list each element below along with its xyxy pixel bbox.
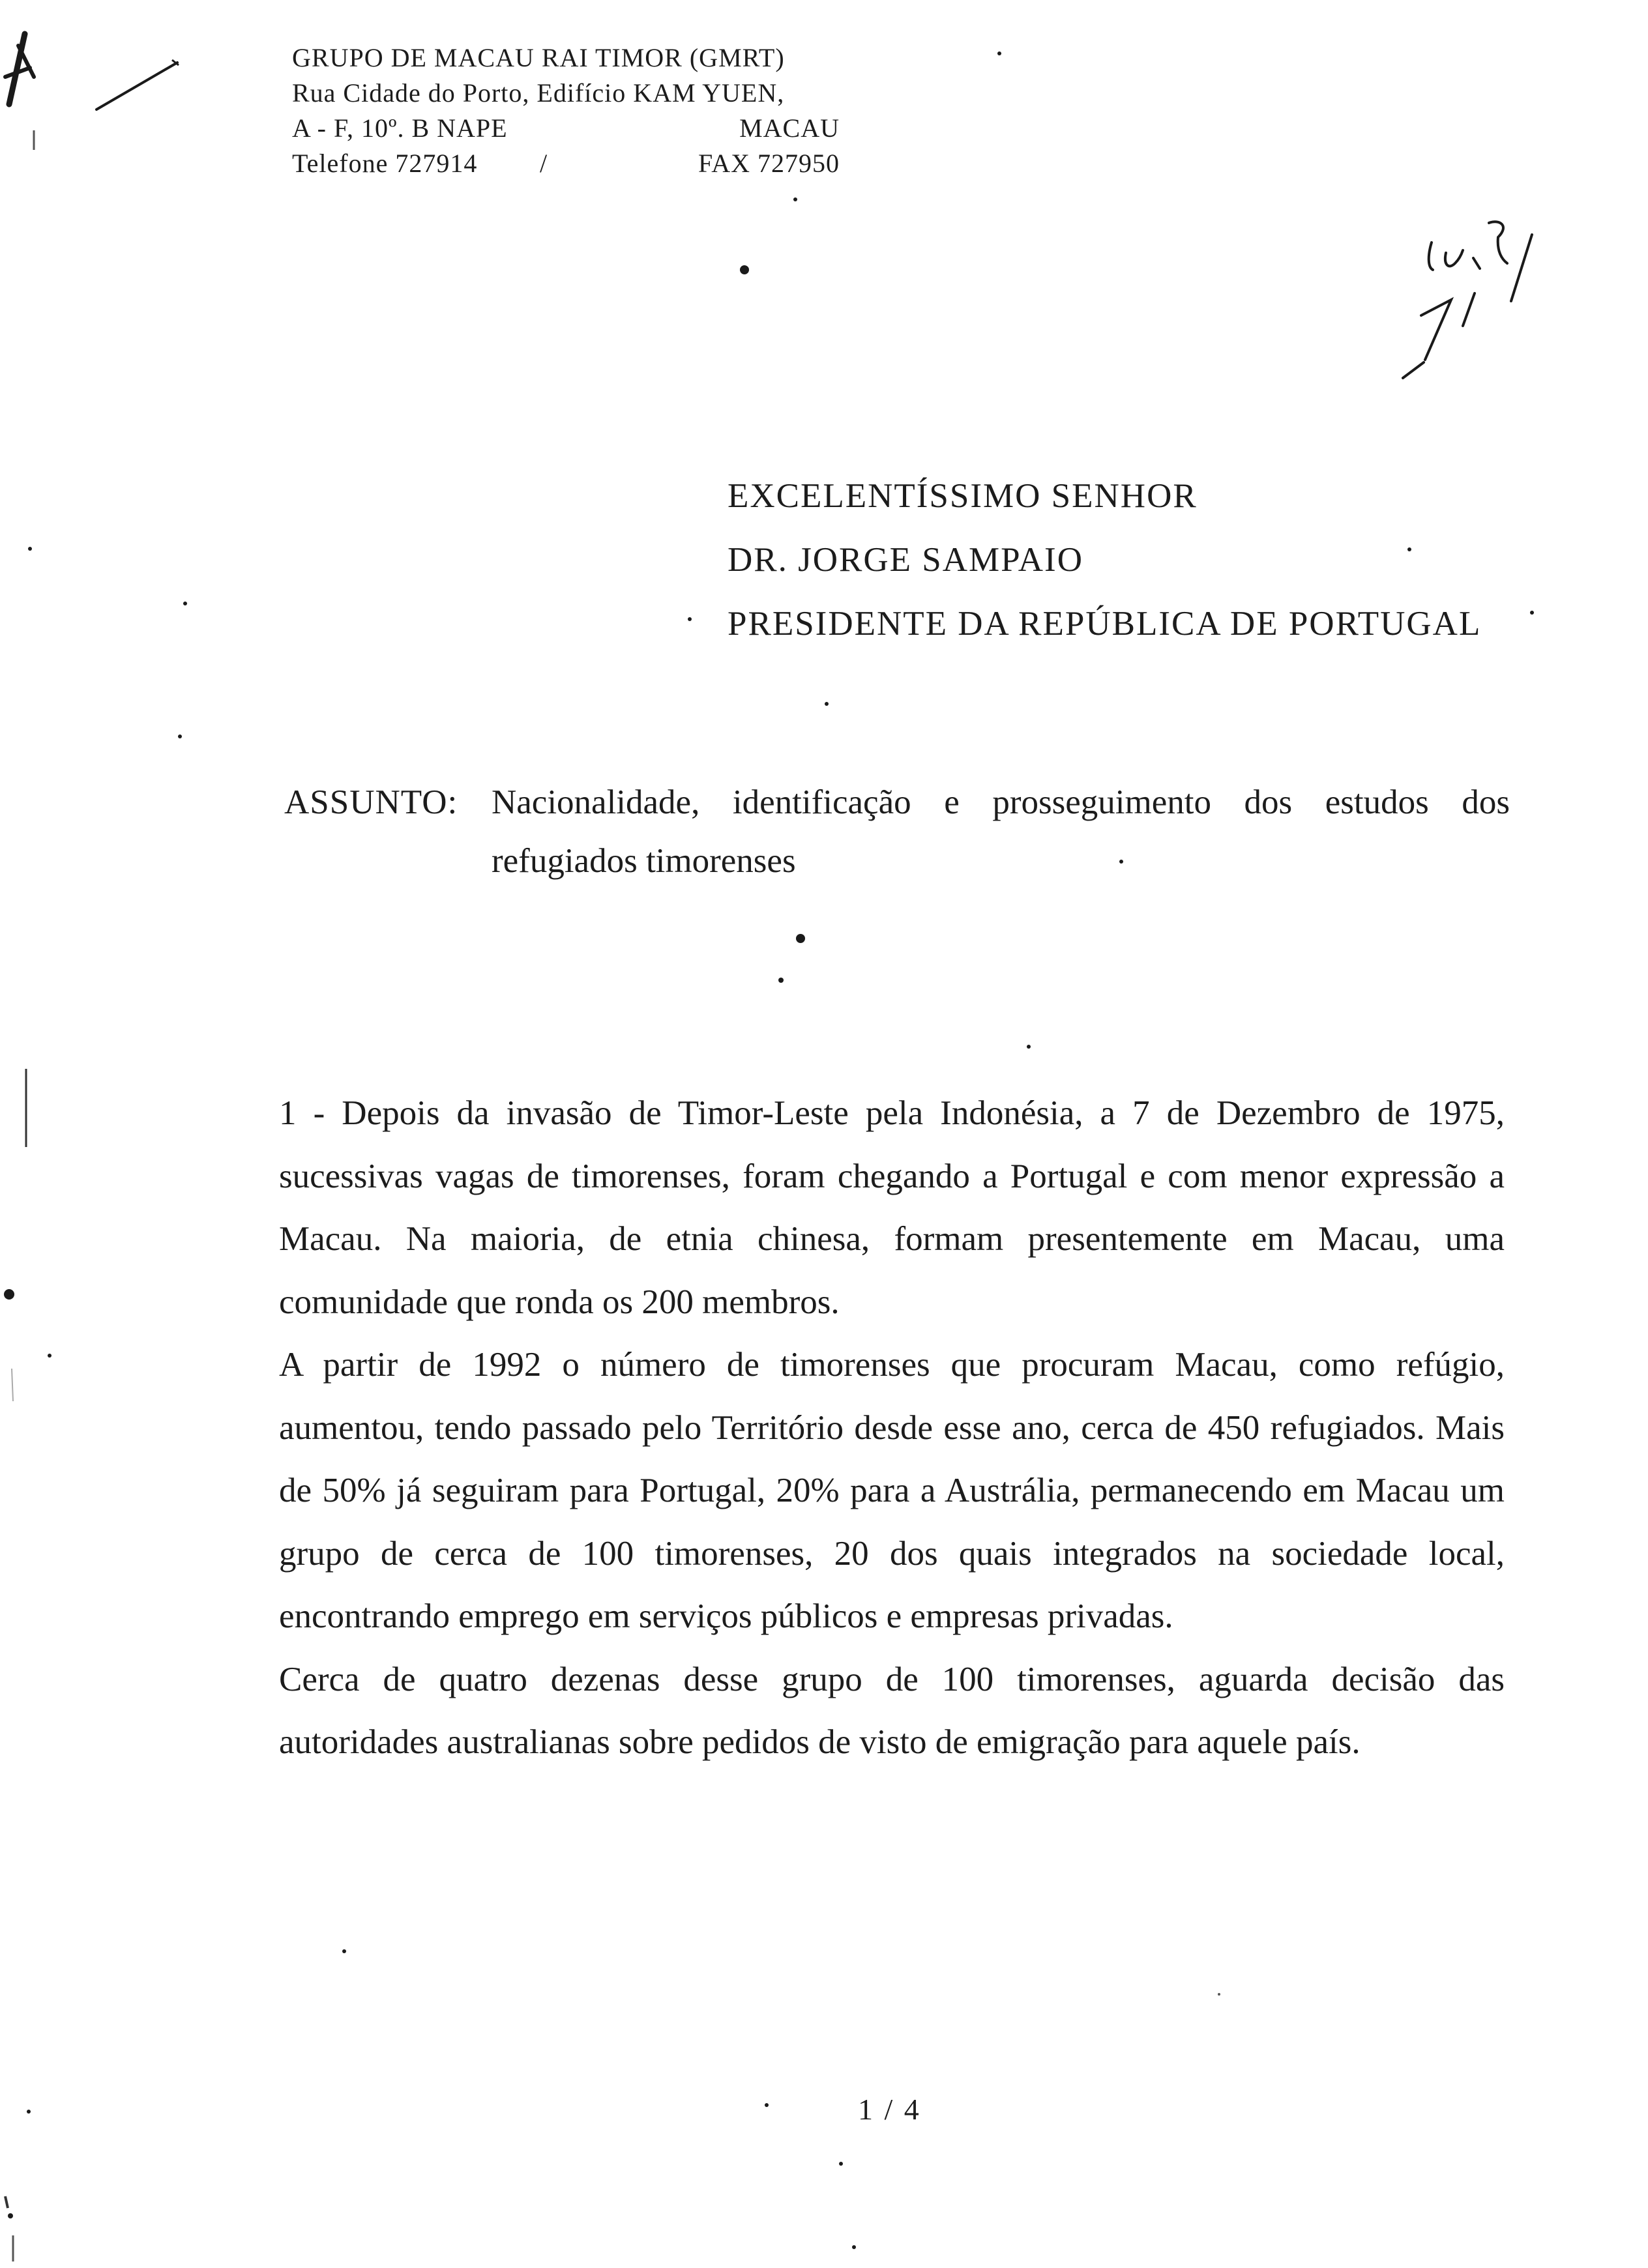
letterhead-contact-line: [292, 146, 840, 181]
letterhead: [292, 40, 840, 181]
letter-body: [279, 1082, 1505, 1774]
letterhead-address-line: [292, 111, 840, 146]
letterhead-telephone: Telefone 727914: [292, 149, 478, 178]
letterhead-separator: /: [540, 149, 548, 178]
addressee-salutation: EXCELENTÍSSIMO SENHOR: [728, 477, 1198, 515]
addressee-name: DR. JORGE SAMPAIO: [728, 541, 1083, 579]
addressee-title: PRESIDENTE DA REPÚBLICA DE PORTUGAL: [728, 605, 1482, 643]
letterhead-city: MACAU: [739, 113, 840, 143]
subject-label: ASSUNTO:: [284, 783, 458, 821]
letterhead-organization: GRUPO DE MACAU RAI TIMOR (GMRT): [292, 43, 785, 72]
letterhead-fax: FAX 727950: [698, 149, 840, 178]
handwritten-annotation: [1403, 222, 1532, 378]
letterhead-building: A - F, 10º. B NAPE: [292, 113, 508, 143]
body-paragraph: A partir de 1992 o número de timorenses que procuram Macau, como refúgio, aumentou, tendo passado pelo Território desde esse ano, cerca de 450 refugiados. Mais de 50% já seguiram para Portugal, 20% para a Austrália, permanecendo em Macau um grupo de cerca de 100 timorenses, 20 dos quais integrados na sociedade local, encontrando emprego em serviços públicos e empresas privadas.: [279, 1346, 1505, 1635]
addressee-block: [728, 464, 1481, 656]
body-paragraph: 1 - Depois da invasão de Timor-Leste pela Indonésia, a 7 de Dezembro de 1975, sucessivas vagas de timorenses, foram chegando a Portugal e com menor expressão a Macau. Na maioria, de etnia chinesa, formam presentemente em Macau, uma comunidade que ronda os 200 membros.: [279, 1094, 1505, 1321]
body-paragraph: Cerca de quatro dezenas desse grupo de 100 timorenses, aguarda decisão das autoridades australianas sobre pedidos de visto de emigração para aquele país.: [279, 1660, 1505, 1761]
subject-text: Nacionalidade, identificação e prosseguimento dos estudos dos refugiados timorenses: [492, 783, 1510, 880]
page-number: 1 / 4: [858, 2093, 921, 2126]
letterhead-street: Rua Cidade do Porto, Edifício KAM YUEN,: [292, 78, 785, 108]
